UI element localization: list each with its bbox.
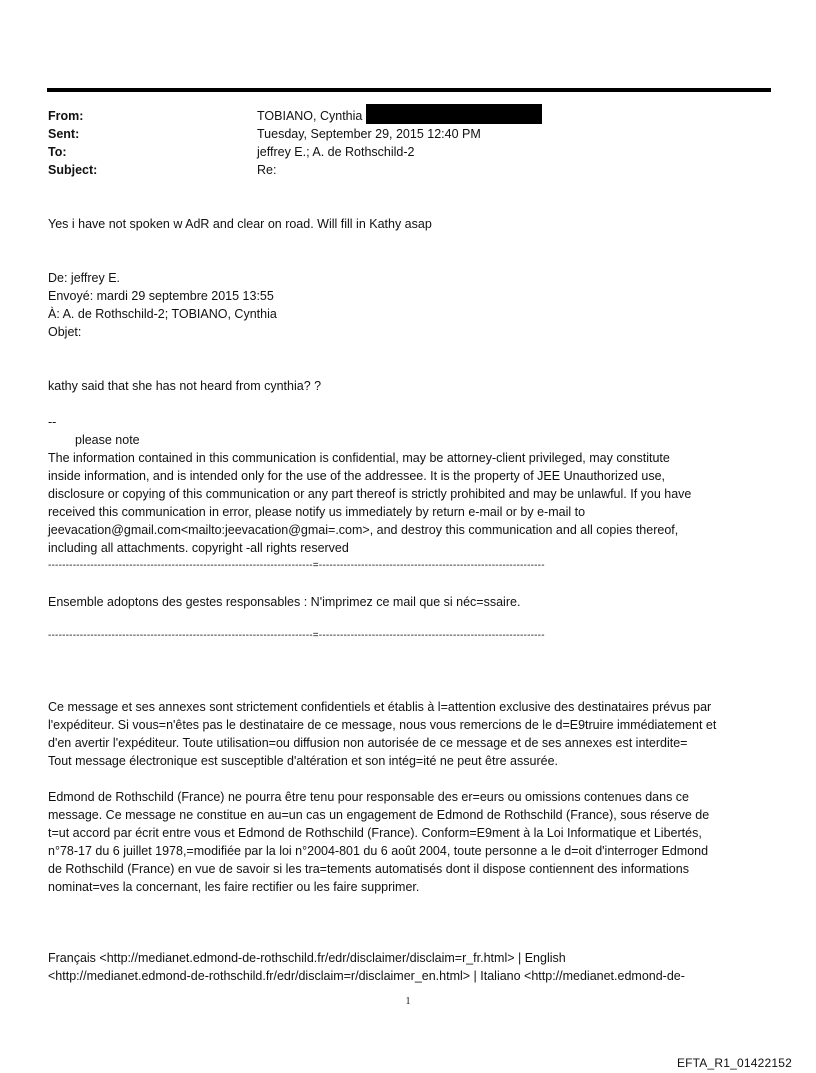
quoted-from: De: jeffrey E. — [48, 271, 121, 285]
language-links-line[interactable]: Français <http://medianet.edmond-de-rothschild.fr/edr/disclaimer/disclaim=r_fr.html> | English — [48, 951, 566, 965]
quoted-sent: Envoyé: mardi 29 septembre 2015 13:55 — [48, 289, 274, 303]
quoted-body: kathy said that she has not heard from cynthia? ? — [48, 379, 322, 393]
reply-body: Yes i have not spoken w AdR and clear on road. Will fill in Kathy asap — [48, 217, 432, 231]
notice-line: inside information, and is intended only for the use of the addressee. It is the property of JEE Unauthorized use, — [48, 469, 666, 483]
page-number: 1 — [405, 996, 411, 1007]
disclaimer-paragraph-2 — [48, 788, 772, 896]
to-value: jeffrey E.; A. de Rothschild-2 — [257, 145, 415, 159]
from-label: From: — [48, 109, 84, 123]
sent-value: Tuesday, September 29, 2015 12:40 PM — [257, 127, 481, 141]
sent-row — [48, 125, 768, 143]
language-links — [48, 949, 772, 985]
disclaimer-paragraph-1 — [48, 698, 772, 770]
quoted-to: À: A. de Rothschild-2; TOBIANO, Cynthia — [48, 307, 277, 321]
subject-label: Subject: — [48, 163, 98, 177]
notice-line: jeevacation@gmail.com<mailto:jeevacation@gmai=.com>, and destroy this communication and all copies thereof, — [48, 523, 679, 537]
quoted-subject: Objet: — [48, 325, 82, 339]
disclaimer-line: t=ut accord par écrit entre vous et Edmond de Rothschild (France). Conform=E9ment à la Loi Informatique et Libertés, — [48, 826, 702, 840]
to-label: To: — [48, 145, 67, 159]
subject-row — [48, 161, 768, 179]
notice-line: The information contained in this communication is confidential, may be attorney-client privileged, may constitute — [48, 451, 670, 465]
disclaimer-line: n°78-17 du 6 juillet 1978,=modifiée par la loi n°2004-801 du 6 août 2004, toute personne a le d=oit d'interroger Edmond — [48, 844, 709, 858]
notice-line: including all attachments. copyright -all rights reserved — [48, 541, 349, 555]
disclaimer-line: d'en avertir l'expéditeur. Toute utilisation=ou diffusion non autorisée de ce message et de ses annexes est interdite= — [48, 736, 688, 750]
sent-label: Sent: — [48, 127, 80, 141]
disclaimer-line: message. Ce message ne constitue en au=un cas un engagement de Edmond de Rothschild (France), sous réserve de — [48, 808, 710, 822]
dash-separator-top: ---------------------------------------------------------------------------=---------------------------------------------------------------- — [48, 561, 545, 571]
dash-separator-bottom: ---------------------------------------------------------------------------=---------------------------------------------------------------- — [48, 631, 545, 641]
disclaimer-line: de Rothschild (France) en vue de savoir si les tra=tements automatisés dont il dispose contiennent des informations — [48, 862, 689, 876]
disclaimer-line: l'expéditeur. Si vous=n'êtes pas le destinataire de ce message, nous vous remercions de le d=E9truire immédiatement et — [48, 718, 717, 732]
signature-note: please note — [75, 433, 140, 447]
notice-line: disclosure or copying of this communication or any part thereof is strictly prohibited and may be unlawful. If you have — [48, 487, 692, 501]
eco-note: Ensemble adoptons des gestes responsables : N'imprimez ce mail que si néc=ssaire. — [48, 595, 521, 609]
language-links-line[interactable]: <http://medianet.edmond-de-rothschild.fr/edr/disclaim=r/disclaimer_en.html> | Italiano <http://medianet.edmond-de- — [48, 969, 685, 983]
notice-line: received this communication in error, please notify us immediately by return e-mail or by e-mail to — [48, 505, 586, 519]
document-id: EFTA_R1_01422152 — [676, 1056, 792, 1070]
signature-separator: -- — [48, 415, 57, 429]
subject-value: Re: — [257, 163, 277, 177]
disclaimer-line: Ce message et ses annexes sont strictement confidentiels et établis à l=attention exclusive des destinataires prévus par — [48, 700, 712, 714]
confidentiality-notice — [48, 449, 772, 557]
disclaimer-line: Tout message électronique est susceptible d'altération et son intég=ité ne peut être assurée. — [48, 754, 558, 768]
from-value: TOBIANO, Cynthia — [257, 109, 363, 123]
redaction-box — [366, 104, 542, 124]
header-rule — [47, 88, 771, 92]
to-row — [48, 143, 768, 161]
disclaimer-line: Edmond de Rothschild (France) ne pourra être tenu pour responsable des er=eurs ou omissions contenues dans ce — [48, 790, 689, 804]
disclaimer-line: nominat=ves la concernant, les faire rectifier ou les faire supprimer. — [48, 880, 420, 894]
